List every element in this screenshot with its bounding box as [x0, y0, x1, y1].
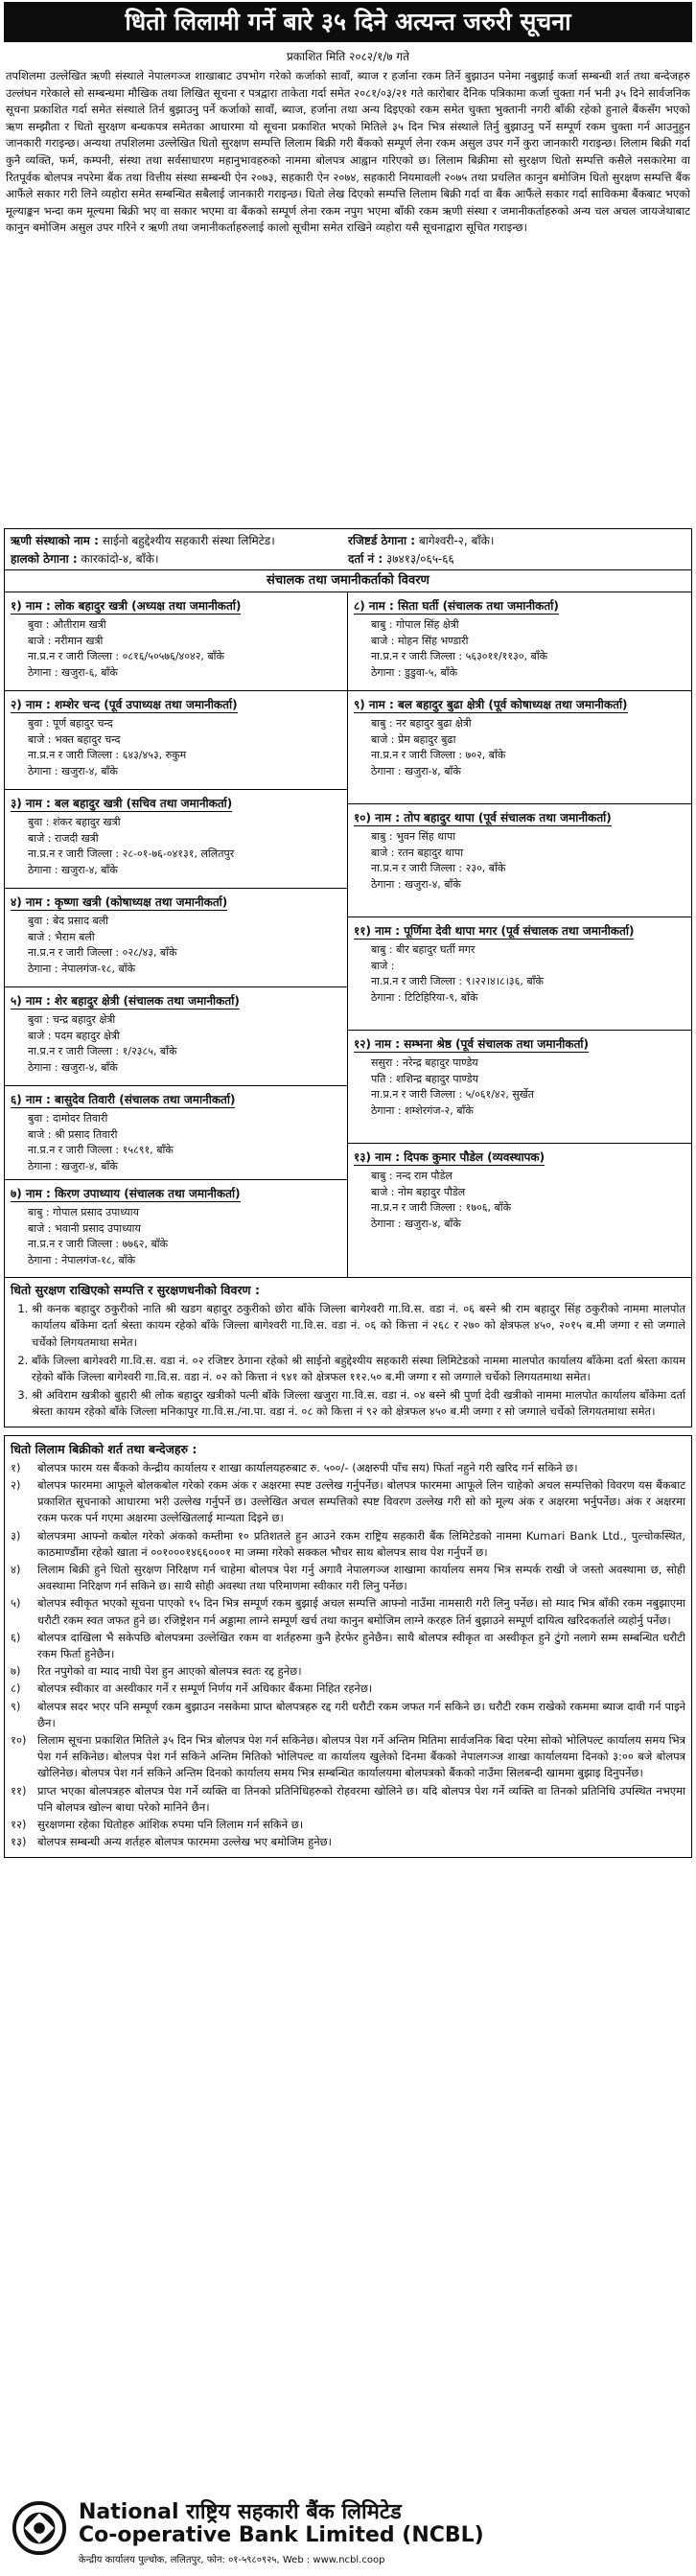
- director-detail: बाजे :: [371, 959, 395, 972]
- director-detail: ठेगाना : खजुरा-४, बाँके: [28, 863, 118, 876]
- borrower-reg-address: रजिष्टर्ड ठेगाना : बागेश्वरी-२, बाँके।: [348, 534, 495, 547]
- director-detail: ठेगाना : खजुरा-६, बाँके: [28, 665, 118, 679]
- director-detail: बाजे : नोम बहादुर पौडेल: [371, 1185, 466, 1198]
- term-text: सुरक्षणमा रहेका धितोहरु आंशिक रुपमा पनि लिलाम गर्न सकिने छ।: [37, 1818, 304, 1832]
- director-detail: बाजे : पदम बहादुर क्षेत्री: [28, 1029, 120, 1042]
- notice-page: [0, 2, 696, 2576]
- director-detail: ना.प्र.न र जारी जिल्ला : २८-०१-७६-०४१३१, ललितपुर: [28, 847, 235, 860]
- bank-footer: [4, 2495, 692, 2571]
- director-name: ९) नाम : बल बहादुर बुढा क्षेत्री (पूर्व कोषाध्यक्ष तथा जमानीकर्ता): [354, 698, 628, 711]
- director-detail: ना.प्र.न र जारी जिल्ला : १७०६, बाँके: [371, 1201, 512, 1214]
- collateral-item: 1. श्री कनक बहादुर ठकुरीको नाति श्री खडग बहादुर ठकुरीको छोरा बाँके जिल्ला बागेश्वरी गा.वि.स. वडा नं. ०६ बस्ने श्री राम बहादुर सिंह ठकुरीको नाममा मालपोत कार्यालय बाँकेमा दर्ता श्रेस्ता कायम रहेको बाँके जिल्ला बागेश्वरी गा.वि.स. वडा नं. ०६ को कित्ता नं २६८ र २७० को क्षेत्रफल ४५०, २०१५ ब.मी जग्गा र सो जग्गाले चर्चेको लिगयतमाथा समेत।: [32, 1301, 685, 1351]
- collateral-heading: धितो सुरक्षण राखिएको सम्पत्ति र सुरक्षणधनीको विवरण :: [11, 1283, 260, 1297]
- term-number: ६): [11, 1630, 21, 1644]
- director-card: [348, 691, 691, 804]
- director-detail: ठेगाना : शम्शेरगंज-२, बाँके: [371, 1103, 474, 1117]
- director-detail: पति : शशिन्द्र बहादुर पाण्डेय: [371, 1072, 479, 1085]
- director-detail: ना.प्र.न र जारी जिल्ला : ७०२, बाँके: [371, 749, 506, 761]
- director-card: [5, 889, 347, 987]
- term-item: [11, 1562, 685, 1594]
- director-detail: बाजे : श्री प्रसाद तिवारी: [28, 1127, 118, 1141]
- term-item: [11, 1630, 685, 1662]
- term-number: १०): [11, 1733, 27, 1748]
- bank-name-en: Co-operative Bank Limited (NCBL): [79, 2523, 484, 2547]
- bank-name-np: National राष्ट्रिय सहकारी बैंक लिमिटेड: [79, 2500, 402, 2524]
- director-detail: ठेगाना : खजुरा-४, बाँके: [371, 877, 461, 891]
- term-number: ७): [11, 1664, 21, 1679]
- director-name: १३) नाम : दिपक कुमार पौडेल (व्यवस्थापक): [354, 1150, 545, 1164]
- director-card: [5, 691, 347, 790]
- term-text: बोलपत्र सदर भएर पनि सम्पूर्ण रकम बुझाउन नसकेमा प्राप्त बोलपत्रहरु रद्द गरी धरौटी रकम जफत गर्न सकिने छ। धरौटी रकम राखेको रकममा ब्याज दावी गर्न पाइने छैन।: [37, 1699, 685, 1729]
- director-detail: बाजे : नरीमान खत्री: [28, 634, 104, 647]
- term-number: ११): [11, 1783, 27, 1798]
- director-detail: ठेगाना : नेपालगंज-१८, बाँके: [28, 1253, 136, 1266]
- bank-name-en-prefix: National: [79, 2500, 179, 2524]
- term-item: [11, 1528, 685, 1561]
- director-detail: बुवा : पूर्ण बहादुर चन्द: [28, 717, 113, 730]
- term-number: ८): [11, 1682, 21, 1696]
- term-item: [11, 1477, 685, 1527]
- ncbl-logo-icon: [12, 2500, 67, 2556]
- director-detail: बाजे : राजदी खत्री: [28, 831, 99, 845]
- director-detail: ना.प्र.न र जारी जिल्ला : ०२८/४३, बाँके: [28, 946, 177, 959]
- director-detail: बाजे : भैराम बली: [28, 930, 95, 943]
- director-detail: ठेगाना : खजुरा-४, बाँके: [371, 1217, 461, 1230]
- director-detail: ना.प्र.न र जारी जिल्ला : ०८१६/५०५७६/४०४२, बाँके: [28, 650, 224, 662]
- term-number: २): [11, 1478, 21, 1493]
- term-text: बोलपत्र दाखिला भै सकेपछि बोलपत्रमा उल्लेखित रकम वा शर्तहरुमा कुनै हेरफेर हुनेछैन। साथै बोलपत्र स्वीकृत वा अस्वीकृत हुने टुंगो नलागे सम्म सम्बन्धित धरौटी रकम फिर्ता हुनेछैन।: [37, 1630, 685, 1661]
- notice-title: धितो लिलामी गर्ने बारे ३५ दिने अत्यन्त जरुरी सूचना: [4, 2, 692, 42]
- director-detail: बुवा : औतीराम खत्री: [28, 618, 106, 631]
- borrower-name: ऋणी संस्थाको नाम : साईनो बहुद्देश्यीय सहकारी संस्था लिमिटेड।: [11, 534, 275, 547]
- term-text: लिलाम बिक्री हुने धितो सुरक्षण निरिक्षण गर्न चाहेमा बोलपत्र पेश गर्नु अगावै नेपालगञ्ज शाखामा कार्यालय समय भित्र सम्पर्क राखी जे जस्तो अवस्थामा छ, सोही अवस्थामा निरिक्षण गर्न सकिने छ। साथै सोही अवस्था तथा परिमाणमा स्वीकार गरी लिनु पर्नेछ।: [37, 1563, 685, 1593]
- director-detail: बाबु : बीर बहादुर घर्ती मगर: [371, 943, 476, 956]
- director-detail: बाबु : भुवन सिंह थापा: [371, 830, 456, 843]
- term-item: [11, 1595, 685, 1628]
- collateral-item: 2. बाँके जिल्ला बागेश्वरी गा.वि.स. वडा नं. ०२ रजिष्टर ठेगाना रहेको श्री साईनो बहुद्देश्यीय सहकारी संस्था लिमिटेडको नाममा मालपोत कार्यालय बाँकेमा दर्ता श्रेस्ता कायम रहेको बाँके जिल्ला बागेश्वरी गा.वि.स. वडा नं. ०२ को कित्ता नं ९४१ को क्षेत्रफल ११२.५० ब.मी जग्गा र सो जग्गाले चर्चेको लिगयतमाथा समेत।: [32, 1353, 685, 1385]
- directors-heading: संचालक तथा जमानीकर्ताको विवरण: [4, 570, 692, 592]
- director-card: [348, 804, 691, 917]
- director-detail: ना.प्र.न र जारी जिल्ला : ५६३०११/११३०, बाँके: [371, 650, 548, 662]
- director-detail: बुवा : चन्द्र बहादुर क्षेत्री: [28, 1013, 116, 1026]
- term-text: रित नपुगेको वा म्याद नाघी पेश हुन आएको बोलपत्र स्वतः रद्द हुनेछ।: [37, 1664, 302, 1679]
- director-name: ३) नाम : बल बहादुर खत्री (सचिव तथा जमानीकर्ता): [11, 797, 233, 810]
- director-detail: ससुरा : नरेन्द्र बहादुर पाण्डेय: [371, 1056, 478, 1069]
- director-detail: ना.प्र.न र जारी जिल्ला : ७७६२, बाँके: [28, 1238, 169, 1250]
- term-item: [11, 1817, 685, 1833]
- term-number: १): [11, 1460, 21, 1474]
- director-name: २) नाम : शम्शेर चन्द (पूर्व उपाध्यक्ष तथा जमानीकर्ता): [11, 698, 238, 711]
- notice-intro: तपशिलमा उल्लेखित ऋणी संस्थाले नेपालगञ्ज शाखाबाट उपभोग गरेको कर्जाको सावाँ, ब्याज र हर्जाना रकम तिर्ने बुझाउन पनेमा नबुझाई कर्जा सम्बन्धी शर्त तथा बन्देजहरु उल्लंघन गरेकाले सो सम्बन्धमा मौखिक तथा लिखित सूचना र पत्रद्वारा ताकेता गर्दा समेत २०८१/०३/२१ गते कारोबार दैनिक पत्रिकामा कर्जा चुक्ता गर्न भनी ३५ दिने सार्वजनिक सूचना प्रकाशित गर्दा समेत संस्थाले तिर्न बुझाउनु पर्ने कर्जाको सावाँ, ब्याज, हर्जाना तथा अन्य दिइएको रकम समेत चुक्ता भुक्तानी नगरी बाँकी रहेको हुनाले बैंकसँग भएको ऋण सम्झौता र धितो सुरक्षण बन्धकपत्र समेतका आधारमा यो सूचना प्रकाशित भएको मितिले ३५ दिन भित्र संस्थाले तिर्नु बुझाउनु पर्ने सम्पूर्ण रकम चुक्ता गर्न आउनुहुन जानकारी गराइन्छ। अन्यथा तपशिलमा उल्लेखित धितो सुरक्षण सम्पत्ति लिलाम बिक्री गरी बैंकको सम्पूर्ण लेना रकम असुल उपर गर्ने कुरा जानकारी गराइन्छ। लिलाम बिक्री गर्दा कुनै व्यक्ति, फर्म, कम्पनी, संस्था तथा सर्वसाधारण महानुभावहरुको नाममा बोलपत्र आह्वान गरिएको छ। लिलाम बिक्रीमा सो सुरक्षण धितो सम्पत्ति कसैले नसकारेमा वा रितपूर्वक बोलपत्र नपरेमा बैंक तथा वित्तीय संस्था सम्बन्धी ऐन २०७३, सहकारी ऐन २०७४, सहकारी नियमावली २०७५ तथा प्रचलित कानुन बमोजिम धितो सुरक्षण सम्पत्ति बैंक आफैंले सकार गरी लिने व्यहोरा समेत सम्बन्धित सबैलाई जानकारी गराइन्छ। धितो लेख दिएको सम्पत्ति लिलाम बिक्री गर्दा वा बैंक आफैंले सकार गर्दा साविकमा बैंकबाट भएको मूल्याङ्कन भन्दा कम मूल्यमा बिक्री भए वा सकार भएमा वा बैंकको सम्पूर्ण लेना रकम नपुग भएमा बाँकी रकम ऋणी संस्था र जमानीकर्ताहरुको अन्य चल अचल जायजेथाबाट कानुन बमोजिम असुल उपर गरिने र ऋणी तथा जमानीकर्ताहरुलाई कालो सूचीमा समेत राखिने व्यहोरा यसै सूचनाद्वारा सूचित गराइन्छ।: [6, 69, 690, 235]
- term-item: [11, 1681, 685, 1697]
- term-text: बोलपत्र स्वीकार वा अस्वीकार गर्ने र सम्पूर्ण निर्णय गर्ने अधिकार बैंकमा निहित रहनेछ।: [37, 1682, 373, 1696]
- director-detail: ना.प्र.न र जारी जिल्ला : १/२३८५, बाँके: [28, 1045, 177, 1057]
- director-detail: ठेगाना : खजुरा-४, बाँके: [28, 1159, 118, 1172]
- collateral-section: [4, 1278, 692, 1427]
- director-detail: बाबु : गोपाल सिंह क्षेत्री: [371, 618, 459, 631]
- director-card: [5, 1180, 347, 1277]
- term-number: ४): [11, 1563, 21, 1577]
- director-card: [348, 592, 691, 691]
- term-item: [11, 1783, 685, 1816]
- director-detail: ना.प्र.न र जारी जिल्ला : ६४३/४५३, रुकुम: [28, 749, 187, 761]
- director-detail: बाबु : नन्द राम पौडेल: [371, 1170, 452, 1182]
- term-number: ९): [11, 1699, 21, 1713]
- director-detail: ठेगाना : डुडुवा-५, बाँके: [371, 665, 458, 679]
- term-item: [11, 1663, 685, 1680]
- borrower-current-address: हालको ठेगाना : कारकांदो-४, बाँके।: [11, 552, 159, 566]
- directors-left-column: [5, 592, 348, 1277]
- term-number: ३): [11, 1528, 21, 1543]
- director-detail: ठेगाना : नेपालगंज-१८, बाँके: [28, 962, 136, 975]
- director-detail: बाजे : मोहन सिंह भण्डारी: [371, 634, 469, 647]
- director-detail: बाजे : भक्त बहादुर चन्द: [28, 732, 121, 746]
- director-detail: ठेगाना : खजुरा-४, बाँके: [28, 1060, 118, 1074]
- director-name: ४) नाम : कृष्णा खत्री (कोषाध्यक्ष तथा जमानीकर्ता): [11, 895, 228, 909]
- director-card: [348, 917, 691, 1031]
- director-name: १२) नाम : सम्भना श्रेष्ठ (पूर्व संचालक तथा जमानीकर्ता): [354, 1037, 589, 1051]
- directors-grid: [4, 592, 692, 1278]
- collateral-item: 3. श्री अविराम खत्रीको बुहारी श्री लोक बहादुर खत्रीको पत्नी बाँके जिल्ला खजुरा गा.वि.स. वडा नं. ०४ बस्ने श्री पुर्णा देवी खत्रीको नाममा मालपोत कार्यालय बाँकेमा दर्ता श्रेस्ता कायम रहेको बाँके जिल्ला मनिकापुर गा.वि.स./ना.पा. वडा नं. ०८ को कित्ता नं ९२ को क्षेत्रफल ४५० ब.मी जग्गा र सो जग्गाले चर्चेको लिगयतमाथा समेत।: [32, 1387, 685, 1420]
- director-card: [5, 790, 347, 889]
- director-card: [5, 987, 347, 1086]
- director-name: ६) नाम : बासुदेव तिवारी (संचालक तथा जमानीकर्ता): [11, 1093, 236, 1106]
- term-text: बोलपत्र स्वीकृत भएको सूचना पाएको १५ दिन भित्र सम्पूर्ण रकम बुझाई अचल सम्पत्ति आफ्नो नाउँमा नामसारी गरी लिनु पर्नेछ। सो म्याद भित्र बाँकी रकम नबुझाएमा धरौटी रकम स्वत जफत हुने छ। रजिष्ट्रेशन गर्न अड्डामा लाग्ने सम्पूर्ण खर्च तथा कानुन बमोजिम लाग्ने करहरु तिर्न बुझाउने सम्पूर्ण दायित्व खरिदकर्ताले व्यहोर्नु पर्नेछ।: [37, 1596, 685, 1627]
- term-text: प्राप्त भएका बोलपत्रहरु बोलपत्र पेश गर्ने व्यक्ति वा तिनको प्रतिनिधिहरुको रोहवरमा खोलिने छ। यदि बोलपत्र पेश गर्ने व्यक्ति वा तिनको प्रतिनिधि उपस्थित नभएमा पनि बोलपत्र खोल्न बाधा परेको मानिने छैन।: [37, 1783, 685, 1814]
- director-detail: बुवा : बेद प्रसाद बली: [28, 915, 109, 927]
- term-number: १२): [11, 1818, 27, 1832]
- director-detail: ठेगाना : खजुरा-४, बाँके: [28, 764, 118, 777]
- term-number: १३): [11, 1835, 27, 1849]
- director-detail: ठेगाना : खजुरा-४, बाँके: [371, 764, 461, 777]
- director-detail: ना.प्र.न र जारी जिल्ला : १५८९१, बाँके: [28, 1144, 174, 1156]
- terms-section: [4, 1435, 692, 1858]
- director-detail: बुवा : शंकर बहादुर खत्री: [28, 816, 121, 828]
- term-text: बोलपत्रमा आफ्नो कबोल गरेको अंकको कम्तीमा १० प्रतिशतले हुन आउने रकम राष्ट्रिय सहकारी बैंक लिमिटेडको नाममा Kumari Bank Ltd., पुल्चोकस्थित, काठमाण्डौंमा रहेको खाता नं ००१०००१४६६०००१ मा जम्मा गरेको सक्कल भौचर साथ बोलपत्र साथ पेश गर्नुपर्ने छ।: [37, 1528, 685, 1559]
- term-item: [11, 1834, 685, 1850]
- borrower-reg-no: दर्ता नं : ३७४१३/०६५-६६: [348, 552, 454, 566]
- director-detail: बुवा : दामोदर तिवारी: [28, 1112, 108, 1125]
- term-item: [11, 1732, 685, 1782]
- director-detail: बाबु : नर बहादुर बुढा क्षेत्री: [371, 717, 472, 730]
- director-card: [5, 592, 347, 691]
- director-detail: बाजे : प्रेम बहादुर बुढा: [371, 732, 456, 746]
- term-number: ५): [11, 1596, 21, 1611]
- director-detail: ना.प्र.न र जारी जिल्ला : ९।२२।४।८।३६, बाँके: [371, 975, 544, 987]
- terms-list: [11, 1460, 685, 1851]
- director-detail: बाजे : भवानी प्रसाद उपाध्याय: [28, 1221, 141, 1235]
- director-detail: ना.प्र.न र जारी जिल्ला : ५/०६१/४२, सुर्खेत: [371, 1088, 535, 1101]
- director-name: ५) नाम : शेर बहादुर क्षेत्री (संचालक तथा जमानीकर्ता): [11, 994, 240, 1008]
- collateral-list: [11, 1301, 685, 1420]
- directors-right-column: [348, 592, 691, 1277]
- term-item: [11, 1460, 685, 1476]
- director-card: [348, 1031, 691, 1144]
- director-detail: ठेगाना : टिटिहिरिया-९, बाँके: [371, 990, 478, 1004]
- term-text: लिलाम सूचना प्रकाशित मितिले ३५ दिन भित्र बोलपत्र पेश गर्न सकिनेछ। बोलपत्र पेश गर्ने अन्तिम मितिमा सार्वजनिक बिदा परेमा सोको भोलिपल्ट कार्यालय समय भित्र पेश गर्न सकिनेछ। बोलपत्र पेश गर्न सकिने अन्तिम मितिको भोलिपल्ट वा कार्यालय खुलेको दिनमा बैंकको नेपालगञ्ज शाखा कार्यालयमा दिनको ३:०० बजे बोलपत्र खोलिनेछ। बोलपत्र पेश गर्न सकिने अन्तिम दिनको कार्यालय समय भित्र सम्बन्धित कार्यालयमा बोलपत्रको बैंकको नाउँमा सिलबन्दी खाममा बुझाइ दिनुपर्नेछ।: [37, 1733, 685, 1780]
- bank-address: केन्द्रीय कार्यालय पुल्चोक, ललितपुर, फोन: ०१-५९८०९२५, Web : www.ncbl.coop: [79, 2555, 385, 2565]
- director-card: [348, 1144, 691, 1277]
- director-detail: बाबु : गोपाल प्रसाद उपाध्याय: [28, 1206, 139, 1218]
- term-text: बोलपत्र फारम यस बैंकको केन्द्रीय कार्यालय र शाखा कार्यालयहरुबाट रु. ५००/- (अक्षरुपी पाँच सय) फिर्ता नहुने गरी खरिद गर्न सकिने छ।: [37, 1460, 578, 1474]
- director-detail: ना.प्र.न र जारी जिल्ला : २३०, बाँके: [371, 862, 506, 874]
- term-item: [11, 1699, 685, 1731]
- published-date: प्रकाशित मिति २०८२/१/७ गते: [286, 50, 410, 63]
- term-text: बोलपत्र फारममा आफूले बोलकबोल गरेको रकम अंक र अक्षरमा स्पष्ट उल्लेख गर्नुपर्नेछ। बोलपत्र फारममा आफूले लिन चाहेको अचल सम्पत्तिको विवरण यस बैंकबाट प्रकाशित सूचनाको आधारमा भरी उल्लेख गर्नुपर्ने छ। उल्लेखित अचल सम्पत्तिको स्पष्ट विवरण उल्लेख गरी सो को मूल्य अंक र अक्षरमा भर्नुपर्नेछ। अंक र अक्षरमा रकम फरक पर्न गएमा अक्षरमा उल्लेखितलाई मान्यता दिइने छ।: [37, 1478, 685, 1525]
- director-name: ११) नाम : पूर्णिमा देवी थापा मगर (पूर्व संचालक तथा जमानीकर्ता): [354, 924, 635, 938]
- terms-heading: धितो लिलाम बिक्रीको शर्त तथा बन्देजहरु :: [11, 1441, 197, 1456]
- term-text: बोलपत्र सम्बन्धी अन्य शर्तहरु बोलपत्र फारममा उल्लेख भए बमोजिम हुनेछ।: [37, 1835, 332, 1849]
- borrower-info: [4, 528, 692, 570]
- director-name: ८) नाम : सिता घर्ती (संचालक तथा जमानीकर्ता): [354, 599, 559, 613]
- director-name: ७) नाम : किरण उपाध्याय (संचालक तथा जमानीकर्ता): [11, 1187, 241, 1200]
- director-card: [5, 1086, 347, 1180]
- director-name: १) नाम : लोक बहादुर खत्री (अध्यक्ष तथा जमानीकर्ता): [11, 599, 242, 613]
- director-detail: बाजे : रतन बहादुर थापा: [371, 846, 464, 859]
- director-name: १०) नाम : तोप बहादुर थापा (पूर्व संचालक तथा जमानीकर्ता): [354, 811, 612, 824]
